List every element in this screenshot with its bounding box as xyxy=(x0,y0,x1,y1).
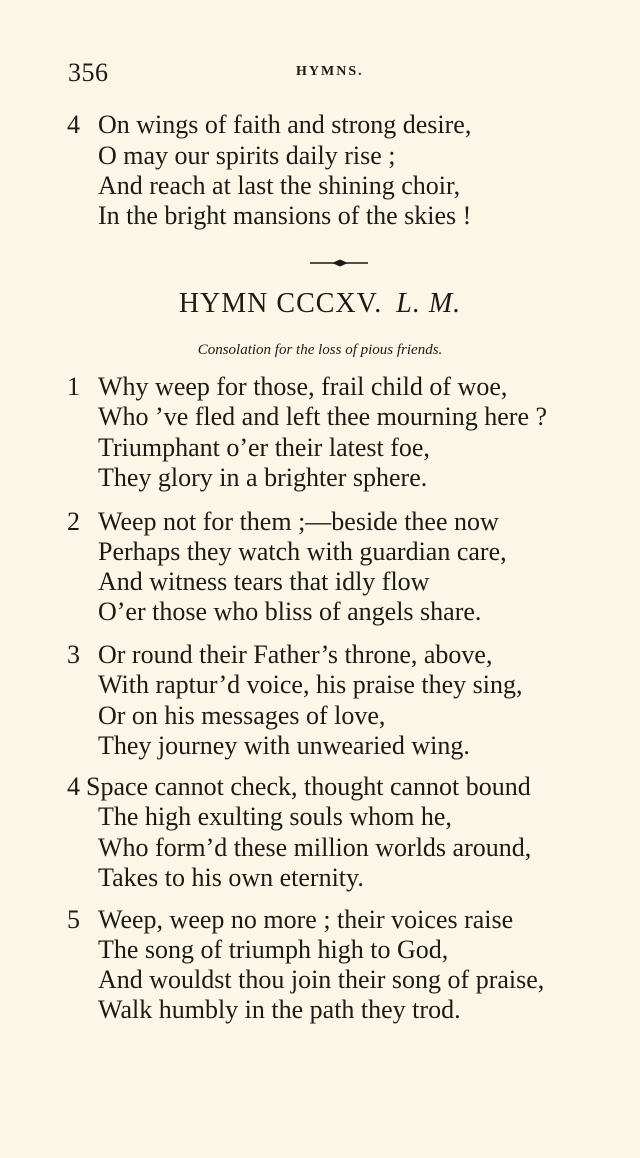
stanza-line: The high exulting souls whom he, xyxy=(98,802,452,831)
stanza-line: Or round their Father’s throne, above, xyxy=(98,640,493,669)
stanza-line: They glory in a brighter sphere. xyxy=(98,463,428,492)
running-head: HYMNS. xyxy=(296,64,364,79)
stanza-number: 5 xyxy=(67,905,80,934)
stanza-line: Takes to his own eternity. xyxy=(98,863,364,892)
stanza-number: 3 xyxy=(67,640,80,669)
stanza-line: Who form’d these million worlds around, xyxy=(98,833,532,862)
stanza-number: 4 xyxy=(67,772,80,801)
stanza-number: 4 xyxy=(67,110,80,139)
stanza-line: In the bright mansions of the skies ! xyxy=(98,201,472,230)
stanza-line: O’er those who bliss of angels share. xyxy=(98,597,482,626)
stanza-line: Why weep for those, frail child of woe, xyxy=(98,372,508,401)
hymn-title-text: HYMN CCCXV. xyxy=(178,288,383,319)
stanza-line: Or on his messages of love, xyxy=(98,701,386,730)
stanza-number: 1 xyxy=(67,372,80,401)
stanza-line: Triumphant o’er their latest foe, xyxy=(98,433,430,462)
stanza-line: The song of triumph high to God, xyxy=(98,935,449,964)
stanza-line: Weep not for them ;—beside thee now xyxy=(98,507,499,536)
stanza-line: With raptur’d voice, his praise they sing, xyxy=(98,670,523,699)
stanza-number: 2 xyxy=(67,507,80,536)
stanza-line: They journey with unwearied wing. xyxy=(98,731,470,760)
stanza-line: And wouldst thou join their song of praise, xyxy=(98,965,545,994)
stanza-line: On wings of faith and strong desire, xyxy=(98,110,472,139)
stanza-line: Perhaps they watch with guardian care, xyxy=(98,537,507,566)
ornament-divider xyxy=(310,258,368,268)
hymn-meter: L. M. xyxy=(396,288,462,319)
stanza-line: Walk humbly in the path they trod. xyxy=(98,995,461,1024)
stanza-line: Space cannot check, thought cannot bound xyxy=(86,772,531,801)
stanza-line: Weep, weep no more ; their voices raise xyxy=(98,905,514,934)
stanza-line: And witness tears that idly flow xyxy=(98,567,430,596)
hymn-title xyxy=(0,288,640,320)
page-number: 356 xyxy=(68,58,109,87)
stanza-line: Who ’ve fled and left thee mourning here ? xyxy=(98,402,548,431)
stanza-line: And reach at last the shining choir, xyxy=(98,171,461,200)
stanza-line: O may our spirits daily rise ; xyxy=(98,141,396,170)
hymn-subtitle: Consolation for the loss of pious friends. xyxy=(197,342,443,358)
